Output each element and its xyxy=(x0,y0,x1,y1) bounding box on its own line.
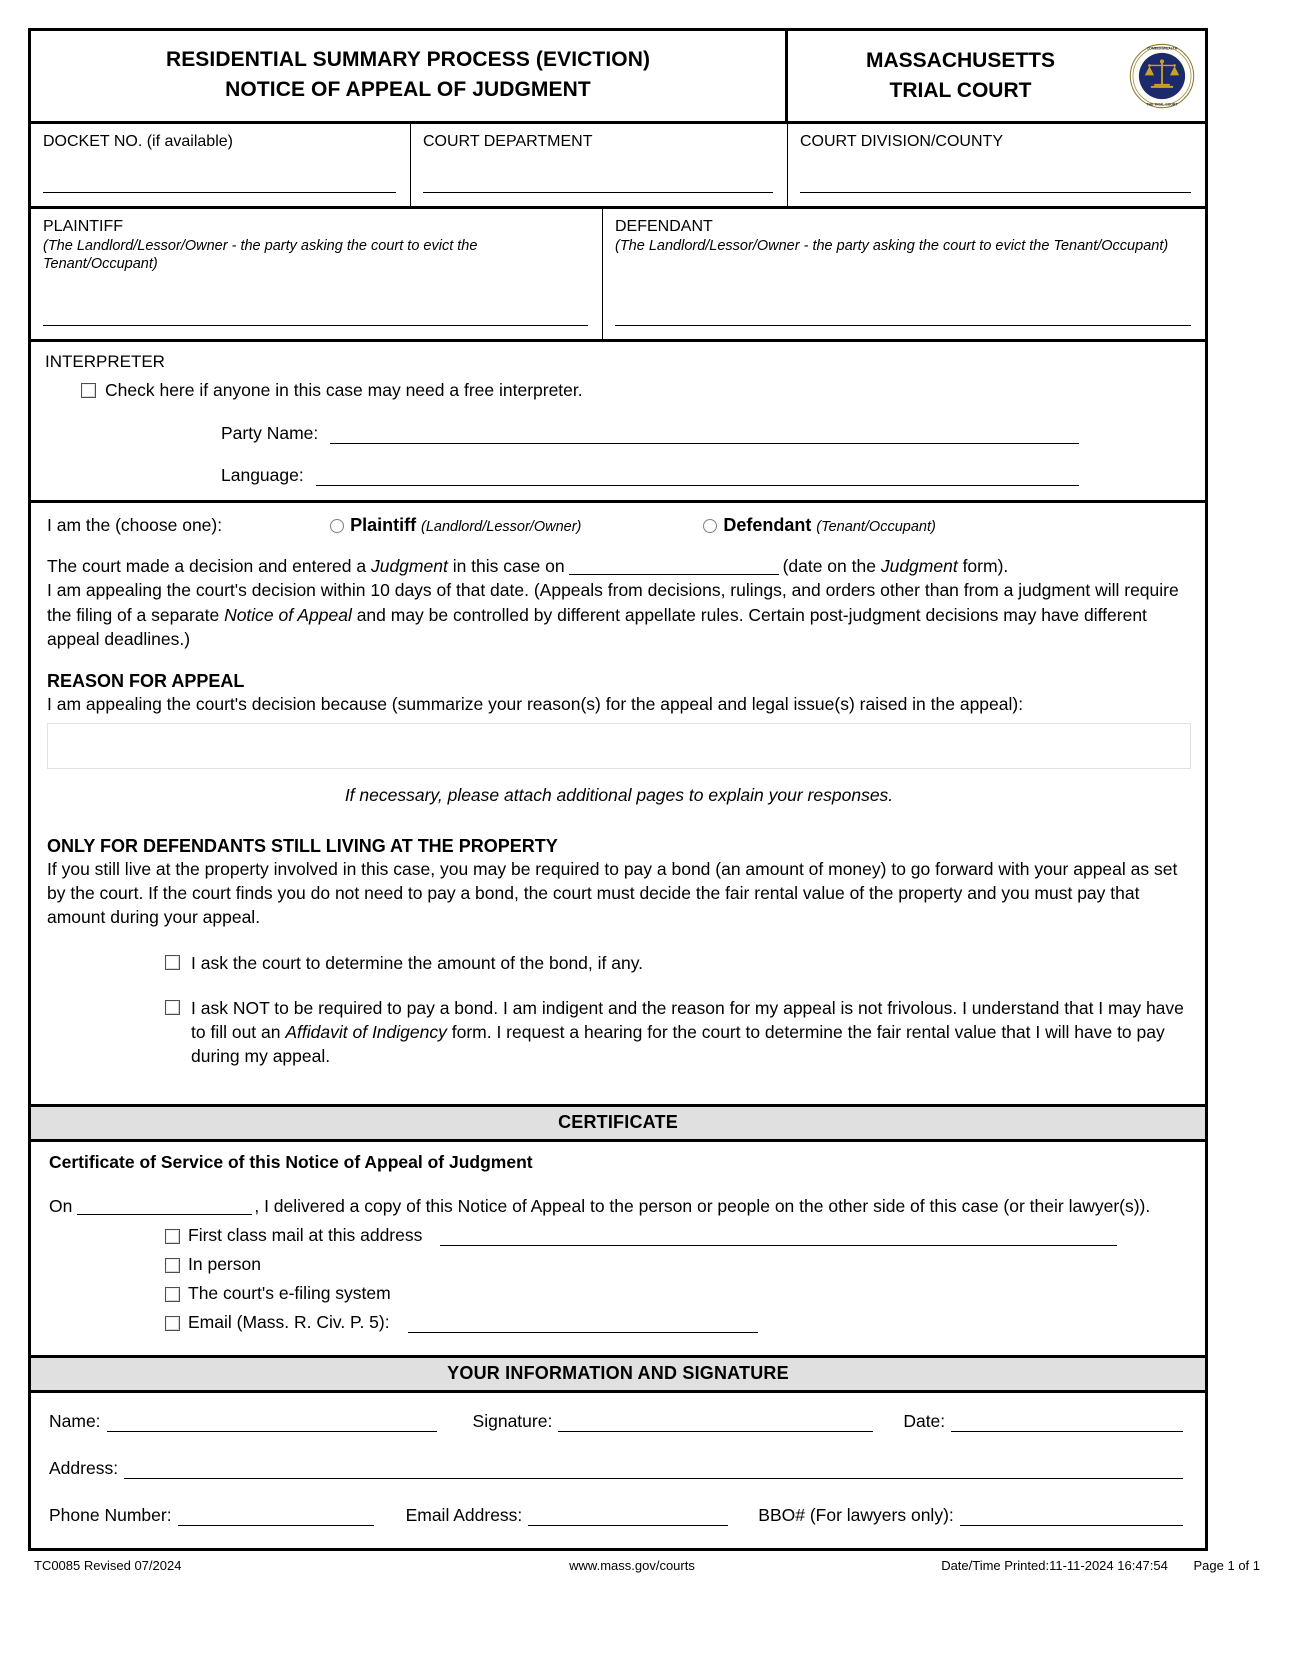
docket-number-input[interactable] xyxy=(43,192,396,193)
plaintiff-input[interactable] xyxy=(43,325,588,326)
reason-for-appeal-prompt: I am appealing the court's decision because (summarize your reason(s) for the appeal and legal issue(s) raised in the appeal): xyxy=(47,693,1024,714)
defendant-label: DEFENDANT xyxy=(615,218,713,235)
bond-waiver-em: Affidavit of Indigency xyxy=(285,1021,447,1042)
plaintiff-option-sub: (Landlord/Lessor/Owner) xyxy=(420,519,582,536)
court-name-line1: MASSACHUSETTS xyxy=(865,49,1055,73)
appeal-text-b: and may be controlled by different appellate rules. Certain post-judgment decisions may have different appeal deadlines.) xyxy=(47,604,1147,649)
interpreter-checkbox-row[interactable] xyxy=(81,380,1191,402)
appeal-body-section xyxy=(31,503,1205,1107)
name-input[interactable] xyxy=(107,1413,437,1432)
in-person-label: In person xyxy=(188,1254,261,1275)
certificate-title: Certificate of Service of this Notice of Appeal of Judgment xyxy=(49,1151,533,1172)
service-option-first-class-mail[interactable] xyxy=(165,1225,1191,1246)
interpreter-heading: INTERPRETER xyxy=(45,352,165,371)
bond-options xyxy=(165,951,1191,1068)
party-name-input[interactable] xyxy=(330,424,1079,444)
reason-for-appeal-textarea[interactable] xyxy=(47,723,1191,769)
address-row xyxy=(49,1458,1191,1479)
plaintiff-radio-icon[interactable] xyxy=(330,519,344,533)
defendant-radio-icon[interactable] xyxy=(703,519,717,533)
contact-row xyxy=(49,1505,1191,1526)
court-division-label: COURT DIVISION/COUNTY xyxy=(800,133,1003,150)
appeal-text-a: I am appealing the court's decision within 10 days of that date. (Appeals from decisions, rulings, and orders other than from a judgment will require the filing of a separate xyxy=(47,580,1179,625)
plaintiff-description: (The Landlord/Lessor/Owner - the party asking the court to evict the Tenant/Occupant) xyxy=(43,238,478,273)
defendant-description: (The Landlord/Lessor/Owner - the party asking the court to evict the Tenant/Occupant) xyxy=(615,238,1169,255)
judgment-text-d: form). xyxy=(957,556,1009,577)
bbo-label: BBO# (For lawyers only): xyxy=(758,1505,954,1526)
email-checkbox[interactable] xyxy=(165,1316,180,1331)
bond-section-body: If you still live at the property involved in this case, you may be required to pay a bond (an amount of money) to go forward with your appeal as set by the court. If the court finds you do not need to pay a bond, the court must decide the fair rental value of the property and you must pay that amount during your appeal. xyxy=(47,858,1178,928)
email-address-input[interactable] xyxy=(408,1316,758,1333)
page-footer xyxy=(28,1551,1264,1573)
bond-option-determine[interactable] xyxy=(165,951,1191,975)
signature-section xyxy=(31,1393,1205,1548)
bond-waiver-text-a: I ask NOT to be required to pay a bond. I am indigent and the reason for my appeal is not frivolous. I understand that I may have to fill out an xyxy=(191,997,1184,1042)
party-name-label: Party Name: xyxy=(221,423,319,444)
certificate-section xyxy=(31,1142,1205,1355)
court-name-line2: TRIAL COURT xyxy=(889,79,1032,102)
defendant-option-label: Defendant xyxy=(723,515,812,536)
bond-determine-checkbox[interactable] xyxy=(165,955,180,970)
court-division-cell[interactable] xyxy=(788,124,1205,206)
plaintiff-option-label: Plaintiff xyxy=(350,515,417,536)
certificate-on-prefix: On xyxy=(49,1195,73,1216)
docket-number-label: DOCKET NO. (if available) xyxy=(43,133,233,150)
interpreter-checkbox[interactable] xyxy=(81,383,96,398)
bond-section-heading: ONLY FOR DEFENDANTS STILL LIVING AT THE PROPERTY xyxy=(47,835,558,856)
first-class-mail-checkbox[interactable] xyxy=(165,1229,180,1244)
case-identifier-row xyxy=(31,124,1205,209)
judgment-paragraph xyxy=(47,554,1191,651)
name-label: Name: xyxy=(49,1411,101,1432)
role-prompt: I am the (choose one): xyxy=(47,515,223,536)
service-option-email[interactable] xyxy=(165,1312,1191,1333)
efiling-checkbox[interactable] xyxy=(165,1287,180,1302)
language-input[interactable] xyxy=(316,466,1079,486)
role-choice-row xyxy=(47,515,1191,536)
judgment-em-1: Judgment xyxy=(370,556,448,577)
phone-input[interactable] xyxy=(178,1507,374,1526)
date-label: Date: xyxy=(903,1411,946,1432)
defendant-input[interactable] xyxy=(615,325,1191,326)
email-label: Email (Mass. R. Civ. P. 5): xyxy=(188,1312,390,1333)
service-option-in-person[interactable] xyxy=(165,1254,1191,1275)
email-address-label: Email Address: xyxy=(405,1505,523,1526)
court-department-input[interactable] xyxy=(423,192,773,193)
email-address-field[interactable] xyxy=(528,1507,728,1526)
form-header xyxy=(31,31,1205,124)
service-method-options xyxy=(165,1225,1191,1333)
court-department-cell[interactable] xyxy=(411,124,788,206)
judgment-text-b: in this case on xyxy=(447,556,565,577)
role-option-plaintiff[interactable] xyxy=(330,515,581,536)
bond-waiver-text-b: form. I request a hearing for the court to determine the fair rental value that I will have to pay during my appeal. xyxy=(191,1021,1165,1066)
interpreter-checkbox-label: Check here if anyone in this case may need a free interpreter. xyxy=(105,380,583,401)
bond-waiver-checkbox[interactable] xyxy=(165,1000,180,1015)
certificate-on-suffix: , I delivered a copy of this Notice of Appeal to the person or people on the other side of this case (or their lawyer(s)). xyxy=(254,1195,1151,1216)
court-name xyxy=(806,46,1115,106)
role-option-defendant[interactable] xyxy=(703,515,935,536)
svg-text:COMMONWEALTH: COMMONWEALTH xyxy=(1146,46,1178,51)
judgment-text-c: (date on the xyxy=(782,556,881,577)
parties-row xyxy=(31,209,1205,342)
court-department-label: COURT DEPARTMENT xyxy=(423,133,593,150)
signature-input[interactable] xyxy=(558,1413,873,1432)
service-option-efiling[interactable] xyxy=(165,1283,1191,1304)
date-input[interactable] xyxy=(951,1413,1183,1432)
massachusetts-trial-court-seal-icon xyxy=(1129,43,1195,109)
signature-label: Signature: xyxy=(472,1411,553,1432)
plaintiff-label: PLAINTIFF xyxy=(43,218,124,235)
appeal-em: Notice of Appeal xyxy=(224,604,352,625)
print-info xyxy=(830,1558,1260,1573)
address-label: Address: xyxy=(49,1458,119,1479)
bond-option-waiver[interactable] xyxy=(165,996,1191,1068)
signature-band: YOUR INFORMATION AND SIGNATURE xyxy=(31,1355,1205,1393)
defendant-cell[interactable] xyxy=(603,209,1205,339)
certificate-band: CERTIFICATE xyxy=(31,1107,1205,1142)
bond-determine-label: I ask the court to determine the amount of the bond, if any. xyxy=(191,953,644,974)
docket-number-cell[interactable] xyxy=(31,124,411,206)
in-person-checkbox[interactable] xyxy=(165,1258,180,1273)
attach-pages-note: If necessary, please attach additional pages to explain your responses. xyxy=(344,784,894,805)
interpreter-section xyxy=(31,342,1205,503)
court-form xyxy=(28,28,1208,1551)
defendant-option-sub: (Tenant/Occupant) xyxy=(816,519,936,536)
language-row[interactable] xyxy=(45,465,1191,486)
party-name-row[interactable] xyxy=(45,423,1191,444)
form-id: TC0085 Revised 07/2024 xyxy=(34,1558,182,1574)
bbo-input[interactable] xyxy=(960,1507,1183,1526)
form-title-block xyxy=(31,31,788,121)
printed-timestamp: Date/Time Printed:11-11-2024 16:47:54 xyxy=(941,1558,1168,1574)
certificate-delivery-statement xyxy=(49,1193,1191,1219)
judgment-em-2: Judgment xyxy=(880,556,958,577)
form-title-line2: NOTICE OF APPEAL OF JUDGMENT xyxy=(225,77,591,101)
courts-website: www.mass.gov/courts xyxy=(569,1558,695,1574)
first-class-mail-label: First class mail at this address xyxy=(188,1225,423,1246)
page-number: Page 1 of 1 xyxy=(1193,1558,1260,1574)
form-title-line1: RESIDENTIAL SUMMARY PROCESS (EVICTION) xyxy=(165,48,651,71)
plaintiff-cell[interactable] xyxy=(31,209,603,339)
court-name-block xyxy=(788,31,1205,121)
first-class-mail-address-input[interactable] xyxy=(440,1229,1117,1246)
reason-for-appeal-heading: REASON FOR APPEAL xyxy=(47,670,245,691)
judgment-text-a: The court made a decision and entered a xyxy=(47,556,371,577)
phone-label: Phone Number: xyxy=(49,1505,172,1526)
svg-text:THE TRIAL COURT: THE TRIAL COURT xyxy=(1146,102,1178,107)
court-division-input[interactable] xyxy=(800,192,1191,193)
name-signature-date-row xyxy=(49,1411,1191,1432)
efiling-label: The court's e-filing system xyxy=(188,1283,391,1304)
bond-waiver-label xyxy=(191,996,1191,1068)
language-label: Language: xyxy=(221,465,304,486)
judgment-date-input[interactable] xyxy=(569,557,779,575)
certificate-date-input[interactable] xyxy=(77,1197,252,1215)
address-input[interactable] xyxy=(124,1460,1183,1479)
